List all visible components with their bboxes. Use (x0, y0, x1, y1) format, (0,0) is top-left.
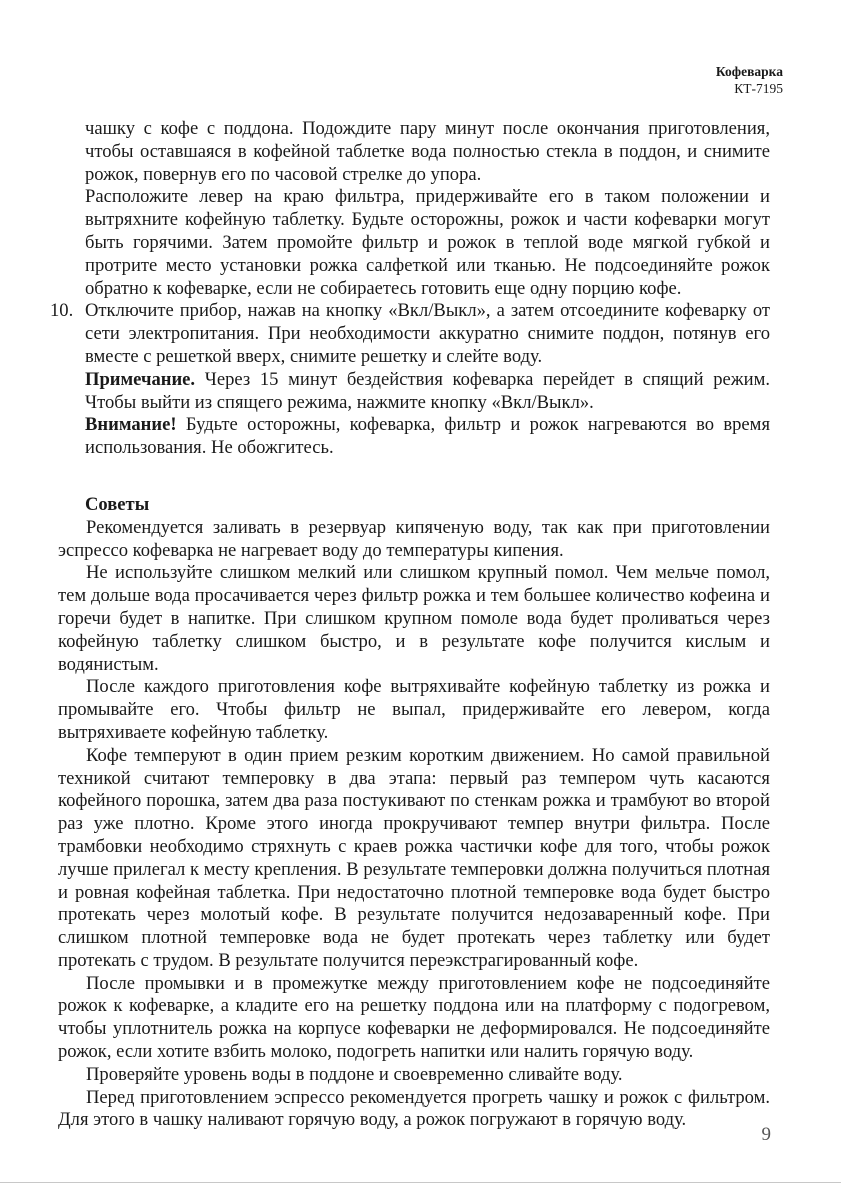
page-number: 9 (761, 1124, 771, 1145)
note-paragraph (58, 369, 770, 415)
tip-paragraph: Не используйте слишком мелкий или слишком крупный помол. Чем мельче помол, тем дольше вода просачивается через фильтр рожка и тем большее количество кофеина и горечи будет в напитке. При слишком крупном помоле вода будет проливаться через кофейную таблетку слишком быстро, и в результате кофе получится кислым и водянистым. (58, 562, 770, 675)
warning-label: Внимание! (85, 414, 177, 436)
instruction-step-10 (50, 300, 770, 368)
bottom-divider (0, 1182, 841, 1183)
tip-paragraph: Проверяйте уровень воды в поддоне и своевременно сливайте воду. (86, 1063, 623, 1085)
tip-paragraph: Перед приготовлением эспрессо рекомендуется прогреть чашку и рожок с фильтром. Для этого в чашку наливают горячую воду, а рожок погружают в горячую воду. (58, 1086, 770, 1131)
header-product-name: Кофеварка (715, 64, 783, 79)
page-body (50, 118, 770, 1132)
header-model-number: КТ-7195 (734, 81, 783, 96)
page-header (716, 63, 783, 97)
instruction-continuation: чашку с кофе с поддона. Подождите пару минут после окончания приготовления, чтобы оставшаяся в кофейной таблетке вода полностью стекла в поддон, и снимите рожок, повернув его по часовой стрелке до упора. (85, 118, 770, 185)
warning-paragraph (58, 414, 770, 460)
tip-paragraph: Кофе темперуют в один прием резким коротким движением. Но самой правильной техникой считают темперовку в два этапа: первый раз темпером чуть касаются кофейного порошка, затем два раза постукивают по стенкам рожка и трамбуют во второй раз уже плотно. Кроме этого иногда прокручивают темпер внутри фильтра. После трамбовки необходимо стряхнуть с краев рожка частички кофе для того, чтобы рожок лучше прилегал к месту крепления. В результате темперовки должна получиться плотная и ровная кофейная таблетка. При недостаточно плотной темперовке вода будет быстро протекать через молотый кофе. В результате получится недозаваренный кофе. При слишком плотной темперовке вода не будет протекать через таблетку или будет протекать с трудом. В результате получится переэкстрагированный кофе. (58, 744, 770, 971)
tip-paragraph: Рекомендуется заливать в резервуар кипяченую воду, так как при приготовлении эспрессо кофеварка не нагревает воду до температуры кипения. (58, 516, 770, 561)
note-label: Примечание. (85, 368, 196, 390)
note-text: Через 15 минут бездействия кофеварка перейдет в спящий режим. Чтобы выйти из спящего режима, нажмите кнопку «Вкл/Выкл». (85, 368, 770, 413)
instruction-continuation: Расположите левер на краю фильтра, придерживайте его в таком положении и вытряхните кофейную таблетку. Будьте осторожны, рожок и части кофеварки могут быть горячими. Затем промойте фильтр и рожок в теплой воде мягкой губкой и протрите место установки рожка салфеткой или тканью. Не подсоединяйте рожок обратно к кофеварке, если не собираетесь готовить еще одну порцию кофе. (85, 186, 770, 299)
tip-paragraph: После каждого приготовления кофе вытряхивайте кофейную таблетку из рожка и промывайте его. Чтобы фильтр не выпал, придерживайте его левером, когда вытряхиваете кофейную таблетку. (58, 676, 770, 743)
step-text: Отключите прибор, нажав на кнопку «Вкл/Выкл», а затем отсоедините кофеварку от сети электропитания. При необходимости аккуратно снимите поддон, потянув его вместе с решеткой вверх, снимите решетку и слейте воду. (85, 300, 770, 367)
section-spacer (58, 460, 770, 494)
tip-paragraph: После промывки и в промежутке между приготовлением кофе не подсоединяйте рожок к кофеварке, а кладите его на решетку поддона или на платформу с подогревом, чтобы уплотнитель рожка на корпусе кофеварки не деформировался. Не подсоединяйте рожок, если хотите взбить молоко, подогреть напитки или налить горячую воду. (58, 972, 770, 1063)
step-number: 10. (50, 300, 74, 322)
section-title: Советы (85, 493, 150, 515)
warning-text: Будьте осторожны, кофеварка, фильтр и рожок нагреваются во время использования. Не обожгитесь. (85, 414, 770, 459)
